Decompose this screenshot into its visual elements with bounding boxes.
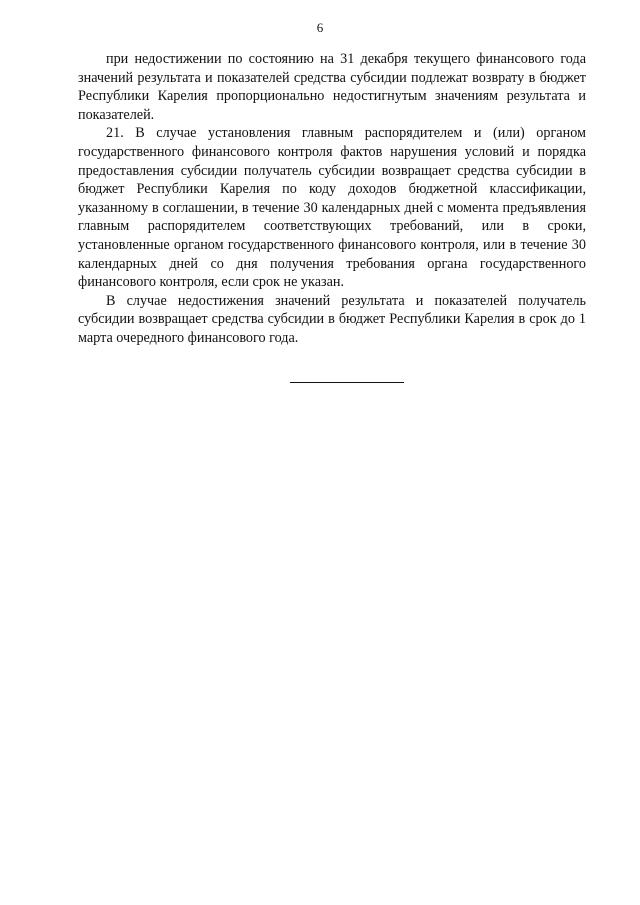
paragraph-refund-shortfall: при недостижении по состоянию на 31 декабря текущего финансового года значений результата и показателей средства субсидии подлежат возврату в бюджет Республики Карелия пропорционально недостигнутым значениям результата и показателей. [78, 51, 586, 123]
document-body [78, 50, 586, 348]
end-separator-line [290, 382, 404, 383]
page-number: 6 [316, 20, 324, 35]
paragraph-refund-deadline: В случае недостижения значений результата и показателей получатель субсидии возвращает средства субсидии в бюджет Республики Карелия в срок до 1 марта очередного финансового года. [78, 292, 586, 346]
paragraph-21-violation-refund: 21. В случае установления главным распорядителем и (или) органом государственного финансового контроля фактов нарушения условий и порядка предоставления субсидии получатель субсидии возвращает средства субсидии в бюджет Республики Карелия по коду доходов бюджетной классификации, указанному в соглашении, в течение 30 календарных дней с момента предъявления главным распорядителем соответствующих требований, или в сроки, установленные органом государственного финансового контроля, или в течение 30 календарных дней со дня получения требования органа государственного финансового контроля, если срок не указан. [78, 125, 586, 291]
